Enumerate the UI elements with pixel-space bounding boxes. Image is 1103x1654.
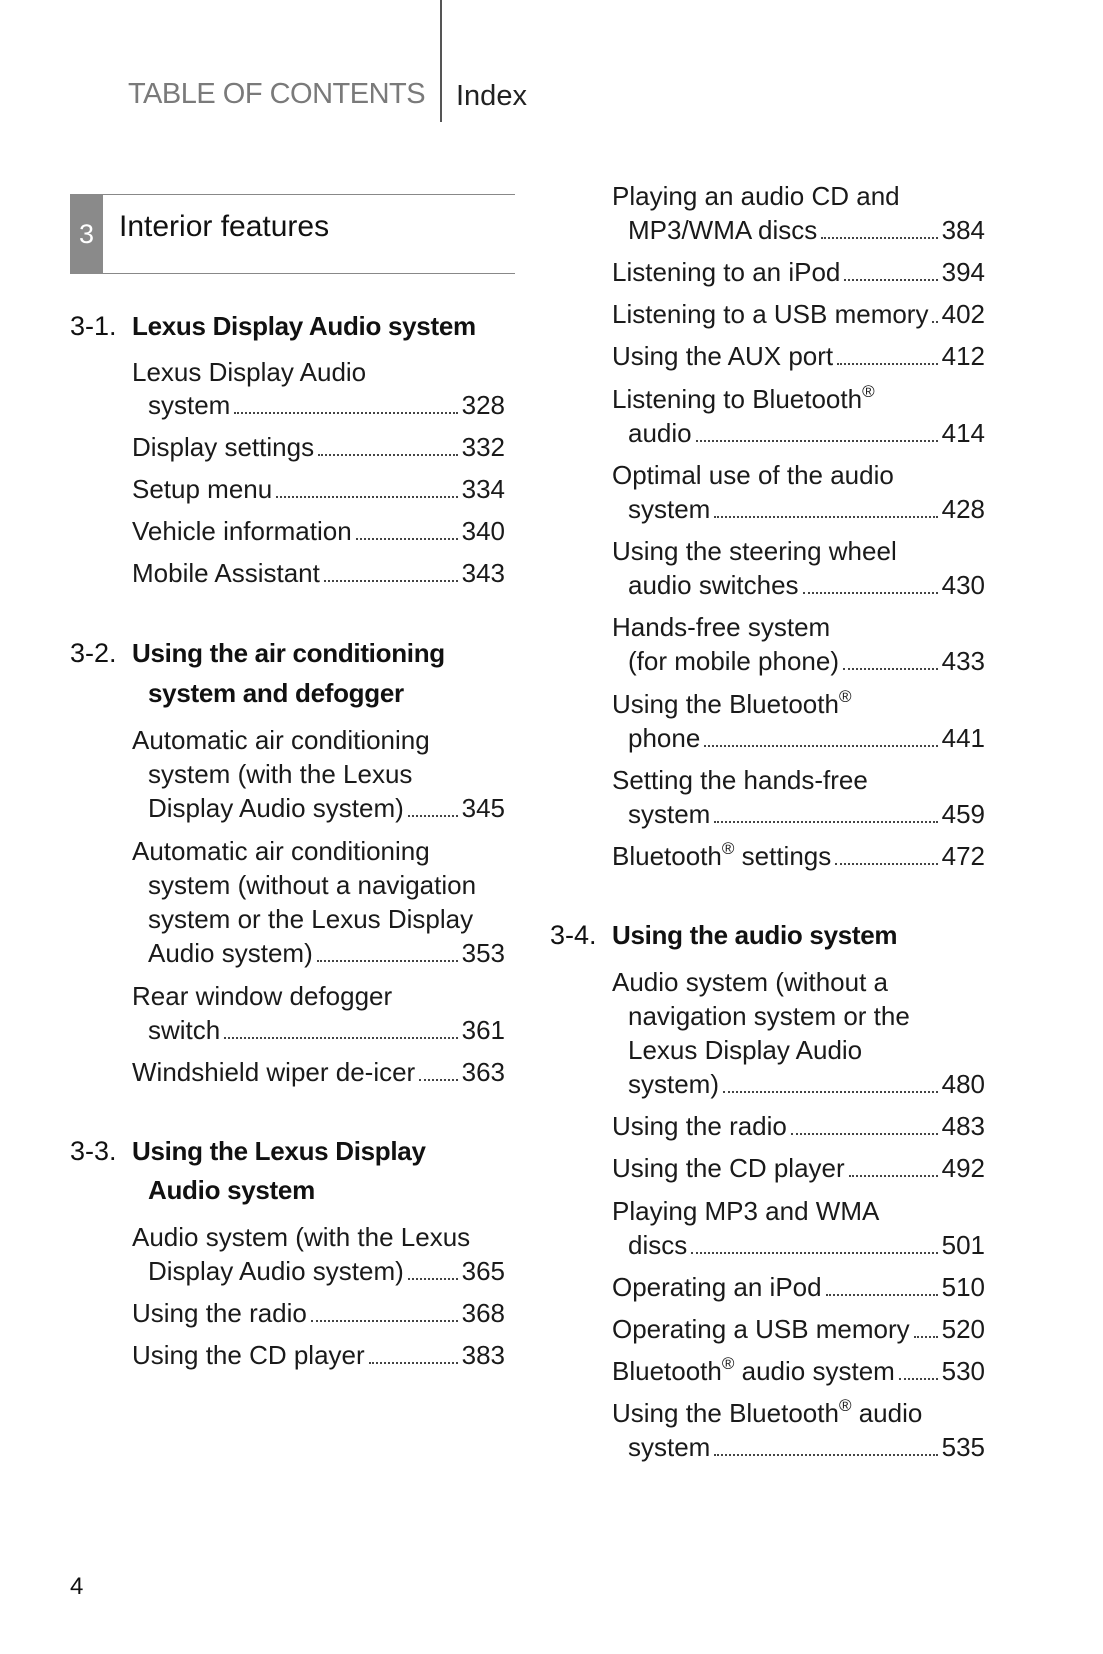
entry-title-part: audio system [734,1356,895,1386]
page-ref[interactable]: 501 [941,1230,985,1260]
registered-mark: ® [862,382,875,401]
entry-line: Rear window defogger [132,981,393,1011]
entry-line: Audio system (without a [612,967,889,997]
page-ref[interactable]: 353 [461,938,505,968]
page-ref[interactable]: 383 [461,1340,505,1370]
entry-dotline [628,1069,985,1100]
dot-leader [311,1319,458,1322]
dot-leader [714,515,937,518]
entry-dotline [148,1015,505,1046]
entry-line: Audio system (with the Lexus [132,1222,471,1252]
entry-title: (for mobile phone) [628,646,839,676]
registered-mark: ® [721,839,735,858]
registered-mark: ® [721,1354,735,1373]
entry-dotline [628,723,985,754]
dot-leader [234,411,457,414]
entry-line: Optimal use of the audio [612,460,894,490]
entry-dotline [612,841,985,872]
entry-line: Playing MP3 and WMA [612,1196,880,1226]
entry-title: Operating a USB memory [612,1314,910,1344]
entry-dotline [612,299,985,330]
entry-title: system) [628,1069,719,1099]
page-ref[interactable]: 343 [461,558,505,588]
page-ref[interactable]: 363 [461,1057,505,1087]
section-number: 3-1. [70,311,117,341]
chapter-number-badge: 3 [70,194,103,274]
dot-leader [914,1335,938,1338]
entry-title: Audio system) [148,938,313,968]
page-ref[interactable]: 430 [941,570,985,600]
entry-title: Display Audio system) [148,1256,404,1286]
dot-leader [899,1377,938,1380]
entry-dotline [628,494,985,525]
registered-mark: ® [838,1396,852,1415]
page-ref[interactable]: 433 [941,646,985,676]
entry-title: Listening to a USB memory [612,299,929,329]
dot-leader [704,744,937,747]
section-title: Using the Lexus Display [132,1136,426,1166]
page-ref[interactable]: 428 [941,494,985,524]
entry-title: Windshield wiper de-icer [132,1057,416,1087]
dot-leader [419,1078,457,1081]
index-link[interactable]: Index [456,80,527,112]
entry-line-text: Listening to Bluetooth [612,384,863,414]
page-ref[interactable]: 402 [941,299,985,329]
dot-leader [844,278,937,281]
entry-dotline [612,341,985,372]
entry-dotline [628,1432,985,1463]
entry-line: system or the Lexus Display [148,904,474,934]
entry-dotline [132,474,505,505]
section-title-line2: Audio system [148,1175,315,1205]
entry-dotline [132,432,505,463]
page-ref[interactable]: 368 [461,1298,505,1328]
entry-dotline [148,390,505,421]
page-ref[interactable]: 384 [941,215,985,245]
dot-leader [691,1251,937,1254]
dot-leader [932,320,937,323]
entry-line: navigation system or the [628,1001,910,1031]
entry-line: Automatic air conditioning [132,836,430,866]
page-ref[interactable]: 334 [461,474,505,504]
page-ref[interactable]: 530 [941,1356,985,1386]
page-ref[interactable]: 361 [461,1015,505,1045]
dot-leader [803,591,938,594]
entry-title: Using the CD player [612,1153,845,1183]
entry-title-part: Bluetooth [612,1356,722,1386]
entry-title: Display settings [132,432,315,462]
entry-dotline [612,1314,985,1345]
page-ref[interactable]: 328 [461,390,505,420]
entry-dotline [628,418,985,449]
entry-line: Lexus Display Audio [132,357,367,387]
entry-title: phone [628,723,701,753]
entry-line-text: Using the Bluetooth [612,1398,839,1428]
page-ref[interactable]: 345 [461,793,505,823]
entry-line: system (without a navigation [148,870,477,900]
section-title: Lexus Display Audio system [132,311,476,341]
entry-title: switch [148,1015,221,1045]
dot-leader [714,1453,937,1456]
entry-title: Display Audio system) [148,793,404,823]
dot-leader [714,820,937,823]
dot-leader [849,1174,938,1177]
page-ref[interactable]: 441 [941,723,985,753]
entry-title: Using the AUX port [612,341,834,371]
page-ref[interactable]: 535 [941,1432,985,1462]
page-ref[interactable]: 340 [461,516,505,546]
dot-leader [826,1293,938,1296]
page-ref[interactable]: 394 [941,257,985,287]
dot-leader [696,439,938,442]
entry-title: system [628,799,711,829]
page-ref[interactable]: 492 [941,1153,985,1183]
page-ref[interactable]: 483 [941,1111,985,1141]
entry-dotline [132,1057,505,1088]
entry-dotline [628,215,985,246]
entry-dotline [628,646,985,677]
entry-dotline [132,1298,505,1329]
entry-title: Setup menu [132,474,273,504]
dot-leader [318,453,458,456]
entry-dotline [612,1111,985,1142]
entry-dotline [148,938,505,969]
section-title: Using the air conditioning [132,638,445,668]
entry-dotline [132,1340,505,1371]
page-ref[interactable]: 365 [461,1256,505,1286]
dot-leader [791,1132,938,1135]
entry-dotline [628,570,985,601]
entry-dotline [612,257,985,288]
entry-dotline [148,1256,505,1287]
entry-title: system [148,390,231,420]
entry-title: MP3/WMA discs [628,215,818,245]
dot-leader [408,814,458,817]
entry-title: Vehicle information [132,516,352,546]
entry-line [612,689,851,720]
dot-leader [369,1361,458,1364]
entry-line: Hands-free system [612,612,831,642]
section-number: 3-2. [70,638,117,668]
page-ref[interactable]: 332 [461,432,505,462]
entry-title: Using the CD player [132,1340,365,1370]
entry-line [612,384,875,415]
dot-leader [224,1036,457,1039]
dot-leader [324,579,458,582]
entry-dotline [628,1230,985,1261]
section-title: Using the audio system [612,920,898,950]
entry-title [612,841,831,872]
entry-title [612,1356,895,1387]
dot-leader [835,862,937,865]
page-ref[interactable]: 459 [941,799,985,829]
page-ref[interactable]: 472 [941,841,985,871]
entry-title-part: settings [734,841,832,871]
entry-title-part: Bluetooth [612,841,722,871]
entry-dotline [148,793,505,824]
section-number: 3-3. [70,1136,117,1166]
entry-dotline [132,516,505,547]
entry-title: Using the radio [132,1298,307,1328]
entry-title: Operating an iPod [612,1272,822,1302]
entry-line: Setting the hands-free [612,765,868,795]
dot-leader [408,1277,458,1280]
entry-title: discs [628,1230,688,1260]
entry-dotline [612,1153,985,1184]
chapter-title: Interior features [119,210,330,243]
entry-title: Using the radio [612,1111,787,1141]
chapter-rule-top [70,194,515,195]
page-ref[interactable]: 520 [941,1314,985,1344]
entry-line: system (with the Lexus [148,759,413,789]
dot-leader [356,537,458,540]
entry-line: Playing an audio CD and [612,181,900,211]
page-ref[interactable]: 510 [941,1272,985,1302]
section-title-line2: system and defogger [148,678,404,708]
entry-dotline [132,558,505,589]
entry-line: Lexus Display Audio [628,1035,863,1065]
entry-line-text: Using the Bluetooth [612,689,839,719]
entry-dotline [628,799,985,830]
dot-leader [821,236,937,239]
entry-title: system [628,494,711,524]
entry-line [612,1398,922,1429]
table-of-contents-label[interactable]: TABLE OF CONTENTS [128,78,426,110]
entry-title: audio [628,418,692,448]
registered-mark: ® [838,687,852,706]
page-ref[interactable]: 480 [941,1069,985,1099]
dot-leader [837,362,937,365]
entry-dotline [612,1272,985,1303]
page-number: 4 [70,1573,84,1600]
dot-leader [843,667,938,670]
entry-title: audio switches [628,570,799,600]
dot-leader [723,1090,938,1093]
page-ref[interactable]: 414 [941,418,985,448]
entry-dotline [612,1356,985,1387]
entry-title: Mobile Assistant [132,558,320,588]
dot-leader [317,959,458,962]
entry-line-text: audio [851,1398,923,1428]
entry-line: Automatic air conditioning [132,725,430,755]
section-number: 3-4. [550,920,597,950]
entry-title: Listening to an iPod [612,257,841,287]
dot-leader [276,495,457,498]
entry-line: Using the steering wheel [612,536,897,566]
entry-title: system [628,1432,711,1462]
chapter-rule-bottom [70,273,515,274]
page-ref[interactable]: 412 [941,341,985,371]
header-divider [440,0,442,122]
